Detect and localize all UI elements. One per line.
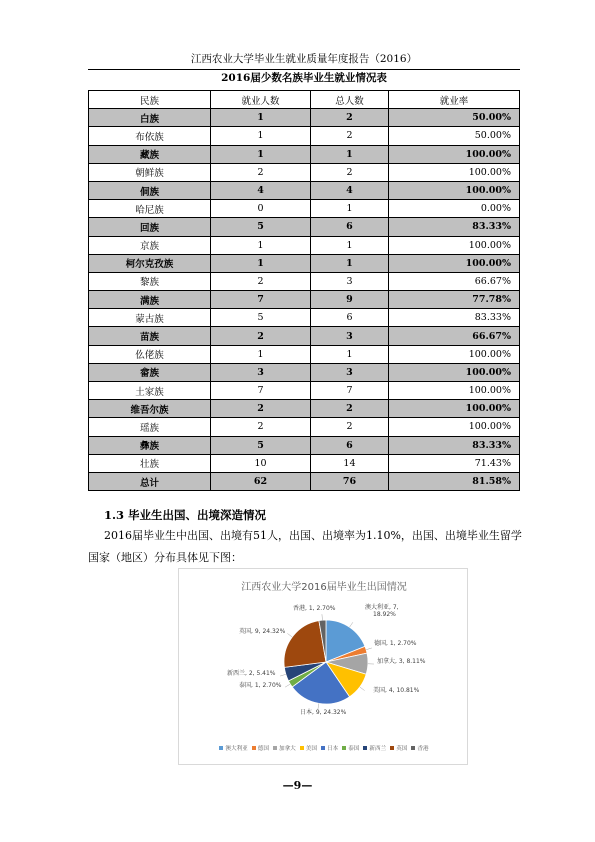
employed-count-cell: 1 <box>211 109 311 127</box>
employment-rate-cell: 50.00% <box>388 109 519 127</box>
data-label-line: 德国, 1, 2.70% <box>374 640 417 647</box>
data-label-2 <box>377 657 426 665</box>
study-abroad-pie-chart <box>178 568 468 765</box>
chart-legend <box>179 744 469 752</box>
legend-label: 美国 <box>305 746 317 752</box>
legend-item <box>273 744 296 752</box>
employment-rate-cell: 81.58% <box>388 472 519 490</box>
total-count-cell: 7 <box>311 382 389 400</box>
table-row <box>89 254 520 272</box>
legend-item <box>342 744 359 752</box>
total-count-cell: 3 <box>311 272 389 290</box>
employment-rate-cell: 100.00% <box>388 163 519 181</box>
ethnicity-cell: 壮族 <box>89 454 211 472</box>
total-count-cell: 4 <box>311 181 389 199</box>
leader-line-7 <box>287 633 292 637</box>
employed-count-cell: 2 <box>211 163 311 181</box>
legend-label: 泰国 <box>348 746 360 752</box>
legend-swatch <box>321 746 325 750</box>
total-count-cell: 76 <box>311 472 389 490</box>
table-row <box>89 127 520 145</box>
total-count-cell: 3 <box>311 327 389 345</box>
total-count-cell: 6 <box>311 436 389 454</box>
total-count-cell: 1 <box>311 145 389 163</box>
table-row <box>89 400 520 418</box>
total-count-cell: 6 <box>311 309 389 327</box>
ethnicity-cell: 蒙古族 <box>89 309 211 327</box>
employed-count-cell: 2 <box>211 327 311 345</box>
table-row <box>89 363 520 381</box>
total-count-cell: 1 <box>311 200 389 218</box>
employed-count-cell: 5 <box>211 436 311 454</box>
employment-rate-cell: 100.00% <box>388 181 519 199</box>
report-header: 江西农业大学毕业生就业质量年度报告（2016） <box>88 51 520 70</box>
legend-label: 日本 <box>326 746 339 752</box>
ethnicity-cell: 侗族 <box>89 181 211 199</box>
data-label-5 <box>239 681 282 689</box>
table-row <box>89 418 520 436</box>
column-header: 就业人数 <box>211 91 311 109</box>
leader-line-5 <box>285 684 290 687</box>
employed-count-cell: 7 <box>211 382 311 400</box>
legend-item <box>252 744 269 752</box>
table-row <box>89 436 520 454</box>
employed-count-cell: 0 <box>211 200 311 218</box>
employed-count-cell: 2 <box>211 272 311 290</box>
ethnicity-cell: 畲族 <box>89 363 211 381</box>
table-row <box>89 272 520 290</box>
chart-title: 江西农业大学2016届毕业生出国情况 <box>241 582 407 593</box>
table-header-row <box>89 91 520 109</box>
table-row <box>89 200 520 218</box>
employment-rate-cell: 66.67% <box>388 327 519 345</box>
legend-item <box>300 744 317 752</box>
column-header: 总人数 <box>311 91 389 109</box>
table-row <box>89 236 520 254</box>
employed-count-cell: 2 <box>211 400 311 418</box>
total-count-cell: 3 <box>311 363 389 381</box>
employed-count-cell: 1 <box>211 236 311 254</box>
data-label-line: 澳大利亚, 7, <box>365 604 399 611</box>
column-header: 就业率 <box>388 91 519 109</box>
legend-swatch <box>273 746 277 750</box>
employment-rate-cell: 100.00% <box>388 254 519 272</box>
total-count-cell: 9 <box>311 291 389 309</box>
table-row <box>89 454 520 472</box>
employment-rate-cell: 83.33% <box>388 309 519 327</box>
column-header: 民族 <box>89 91 211 109</box>
data-label-line: 新西兰, 2, 5.41% <box>227 670 276 677</box>
table-row <box>89 109 520 127</box>
legend-swatch <box>390 746 394 750</box>
total-count-cell: 1 <box>311 254 389 272</box>
employment-rate-cell: 83.33% <box>388 218 519 236</box>
data-label-1 <box>374 639 417 647</box>
legend-swatch <box>300 746 304 750</box>
legend-swatch <box>342 746 346 750</box>
employed-count-cell: 4 <box>211 181 311 199</box>
legend-item <box>411 744 428 752</box>
table-title: 2016届少数名族毕业生就业情况表 <box>221 72 387 84</box>
ethnicity-cell: 满族 <box>89 291 211 309</box>
employed-count-cell: 7 <box>211 291 311 309</box>
data-label-7 <box>239 627 286 635</box>
total-count-cell: 2 <box>311 400 389 418</box>
table-row <box>89 472 520 490</box>
table-row <box>89 382 520 400</box>
legend-item <box>363 744 386 752</box>
employment-rate-cell: 100.00% <box>388 382 519 400</box>
total-count-cell: 14 <box>311 454 389 472</box>
data-label-0 <box>365 603 399 618</box>
legend-swatch <box>219 746 223 750</box>
employed-count-cell: 1 <box>211 145 311 163</box>
leader-line-0 <box>350 622 353 627</box>
table-row <box>89 181 520 199</box>
employed-count-cell: 5 <box>211 218 311 236</box>
employment-rate-cell: 71.43% <box>388 454 519 472</box>
employment-rate-cell: 50.00% <box>388 127 519 145</box>
employed-count-cell: 1 <box>211 127 311 145</box>
table-row <box>89 345 520 363</box>
legend-label: 德国 <box>257 746 269 752</box>
ethnicity-cell: 苗族 <box>89 327 211 345</box>
legend-item <box>321 744 338 752</box>
ethnicity-cell: 瑶族 <box>89 418 211 436</box>
pie-svg <box>179 569 469 766</box>
total-count-cell: 1 <box>311 236 389 254</box>
ethnicity-cell: 柯尔克孜族 <box>89 254 211 272</box>
employment-rate-cell: 0.00% <box>388 200 519 218</box>
legend-label: 澳大利亚 <box>225 746 248 752</box>
legend-swatch <box>252 746 256 750</box>
data-label-line: 日本, 9, 24.32% <box>300 709 347 716</box>
employment-rate-cell: 100.00% <box>388 400 519 418</box>
employment-rate-cell: 100.00% <box>388 345 519 363</box>
data-label-line: 香港, 1, 2.70% <box>293 605 336 612</box>
employed-count-cell: 1 <box>211 254 311 272</box>
table-row <box>89 218 520 236</box>
ethnicity-cell: 总计 <box>89 472 211 490</box>
table-row <box>89 327 520 345</box>
section-heading: 1.3 毕业生出国、出境深造情况 <box>104 508 267 522</box>
employment-rate-cell: 83.33% <box>388 436 519 454</box>
ethnicity-cell: 白族 <box>89 109 211 127</box>
ethnicity-cell: 土家族 <box>89 382 211 400</box>
employed-count-cell: 5 <box>211 309 311 327</box>
employed-count-cell: 62 <box>211 472 311 490</box>
ethnicity-cell: 黎族 <box>89 272 211 290</box>
data-label-4 <box>300 708 347 716</box>
legend-label: 加拿大 <box>278 746 296 752</box>
legend-label: 新西兰 <box>369 746 387 752</box>
total-count-cell: 6 <box>311 218 389 236</box>
legend-swatch <box>411 746 415 750</box>
data-label-3 <box>373 686 420 694</box>
ethnic-employment-table <box>88 90 520 491</box>
employment-rate-cell: 100.00% <box>388 145 519 163</box>
employed-count-cell: 2 <box>211 418 311 436</box>
table-body <box>89 109 520 491</box>
data-label-line: 英国, 9, 24.32% <box>239 628 286 635</box>
data-label-8 <box>293 604 336 612</box>
total-count-cell: 2 <box>311 127 389 145</box>
legend-label: 英国 <box>396 746 408 752</box>
table-row <box>89 145 520 163</box>
table-row <box>89 309 520 327</box>
ethnicity-cell: 回族 <box>89 218 211 236</box>
employment-rate-cell: 66.67% <box>388 272 519 290</box>
table-row <box>89 291 520 309</box>
employed-count-cell: 1 <box>211 345 311 363</box>
ethnicity-cell: 哈尼族 <box>89 200 211 218</box>
table-row <box>89 163 520 181</box>
employment-rate-cell: 100.00% <box>388 363 519 381</box>
legend-item <box>219 744 247 752</box>
ethnicity-cell: 布依族 <box>89 127 211 145</box>
leader-line-6 <box>280 674 286 676</box>
data-label-6 <box>227 669 276 677</box>
leader-line-8 <box>322 614 323 620</box>
section-paragraph: 2016届毕业生中出国、出境有51人，出国、出境率为1.10%，出国、出境毕业生留学国家（地区）分布具体见下图： <box>88 529 522 564</box>
employment-rate-cell: 100.00% <box>388 418 519 436</box>
employed-count-cell: 3 <box>211 363 311 381</box>
data-label-line: 加拿大, 3, 8.11% <box>377 658 426 665</box>
employed-count-cell: 10 <box>211 454 311 472</box>
employment-rate-cell: 77.78% <box>388 291 519 309</box>
data-label-line: 泰国, 1, 2.70% <box>239 682 282 689</box>
ethnicity-cell: 藏族 <box>89 145 211 163</box>
data-label-line: 美国, 4, 10.81% <box>373 687 420 694</box>
ethnicity-cell: 京族 <box>89 236 211 254</box>
data-label-line: 18.92% <box>373 611 396 618</box>
total-count-cell: 1 <box>311 345 389 363</box>
ethnicity-cell: 朝鲜族 <box>89 163 211 181</box>
legend-swatch <box>363 746 367 750</box>
ethnicity-cell: 维吾尔族 <box>89 400 211 418</box>
leader-line-1 <box>366 648 372 650</box>
legend-label: 香港 <box>417 746 429 752</box>
page-number: —9— <box>282 779 313 792</box>
employment-rate-cell: 100.00% <box>388 236 519 254</box>
leader-line-3 <box>360 687 365 691</box>
total-count-cell: 2 <box>311 163 389 181</box>
legend-item <box>390 744 407 752</box>
total-count-cell: 2 <box>311 418 389 436</box>
total-count-cell: 2 <box>311 109 389 127</box>
ethnicity-cell: 仫佬族 <box>89 345 211 363</box>
ethnicity-cell: 彝族 <box>89 436 211 454</box>
